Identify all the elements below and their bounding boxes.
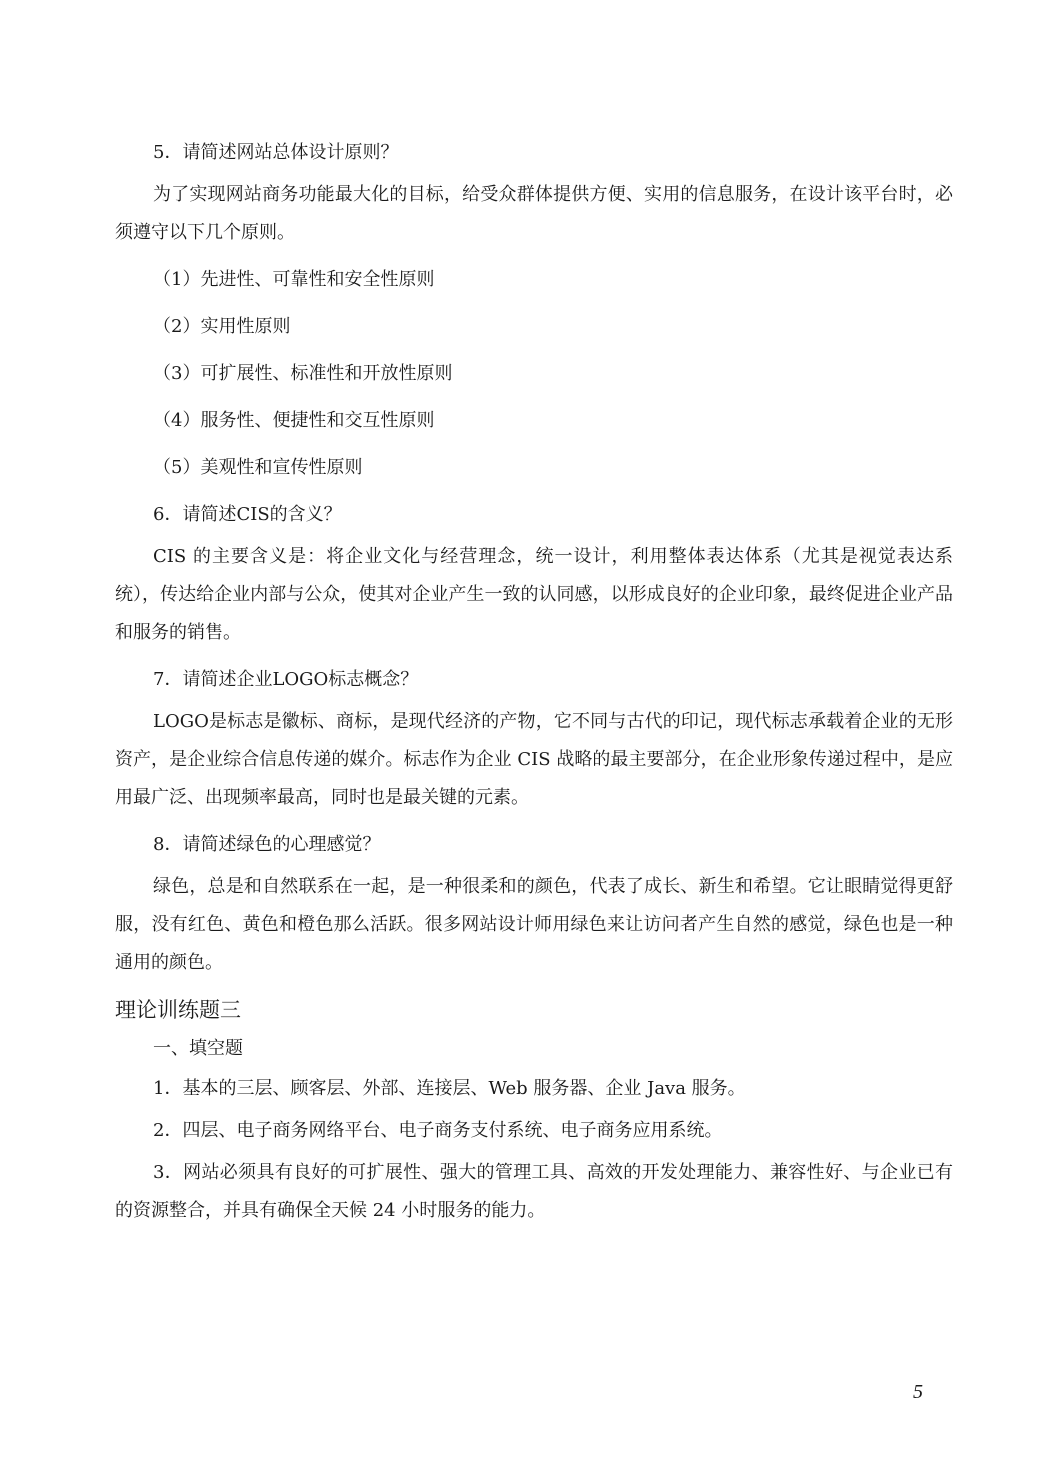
question-5-title: 5．请简述网站总体设计原则？: [153, 142, 399, 163]
page-content: [115, 134, 953, 1239]
question-8-title: 8．请简述绿色的心理感觉？: [153, 834, 381, 855]
fill-answer-2: 2．四层、电子商务网络平台、电子商务支付系统、电子商务应用系统。: [153, 1120, 723, 1141]
question-5-answer: 为了实现网站商务功能最大化的目标，给受众群体提供方便、实用的信息服务，在设计该平台时，必须遵守以下几个原则。: [115, 184, 953, 243]
fill-answer-3: 3．网站必须具有良好的可扩展性、强大的管理工具、高效的开发处理能力、兼容性好、与企业已有的资源整合，并具有确保全天候 24 小时服务的能力。: [115, 1162, 953, 1221]
fill-answer-1: 1．基本的三层、顾客层、外部、连接层、Web 服务器、企业 Java 服务。: [153, 1078, 746, 1099]
section-title: 理论训练题三: [115, 998, 241, 1022]
question-7-title: 7．请简述企业LOGO标志概念？: [153, 669, 419, 690]
principle-item: （5）美观性和宣传性原则: [153, 457, 363, 478]
question-6-answer: CIS 的主要含义是：将企业文化与经营理念，统一设计，利用整体表达体系（尤其是视觉表达系统），传达给企业内部与公众，使其对企业产生一致的认同感，以形成良好的企业印象，最终促进企业产品和服务的销售。: [115, 546, 953, 643]
question-6-title: 6．请简述CIS的含义？: [153, 504, 342, 525]
page-number: 5: [913, 1381, 923, 1403]
principle-item: （2）实用性原则: [153, 316, 291, 337]
principle-item: （3）可扩展性、标准性和开放性原则: [153, 363, 453, 384]
section-subtitle: 一、填空题: [153, 1038, 243, 1059]
principle-item: （1）先进性、可靠性和安全性原则: [153, 269, 435, 290]
question-8-answer: 绿色，总是和自然联系在一起，是一种很柔和的颜色，代表了成长、新生和希望。它让眼睛觉得更舒服，没有红色、黄色和橙色那么活跃。很多网站设计师用绿色来让访问者产生自然的感觉，绿色也是一种通用的颜色。: [115, 876, 953, 973]
question-7-answer: LOGO是标志是徽标、商标，是现代经济的产物，它不同与古代的印记，现代标志承载着企业的无形资产，是企业综合信息传递的媒介。标志作为企业 CIS 战略的最主要部分，在企业形象传递过程中，是应用最广泛、出现频率最高，同时也是最关键的元素。: [115, 711, 953, 808]
principle-item: （4）服务性、便捷性和交互性原则: [153, 410, 435, 431]
